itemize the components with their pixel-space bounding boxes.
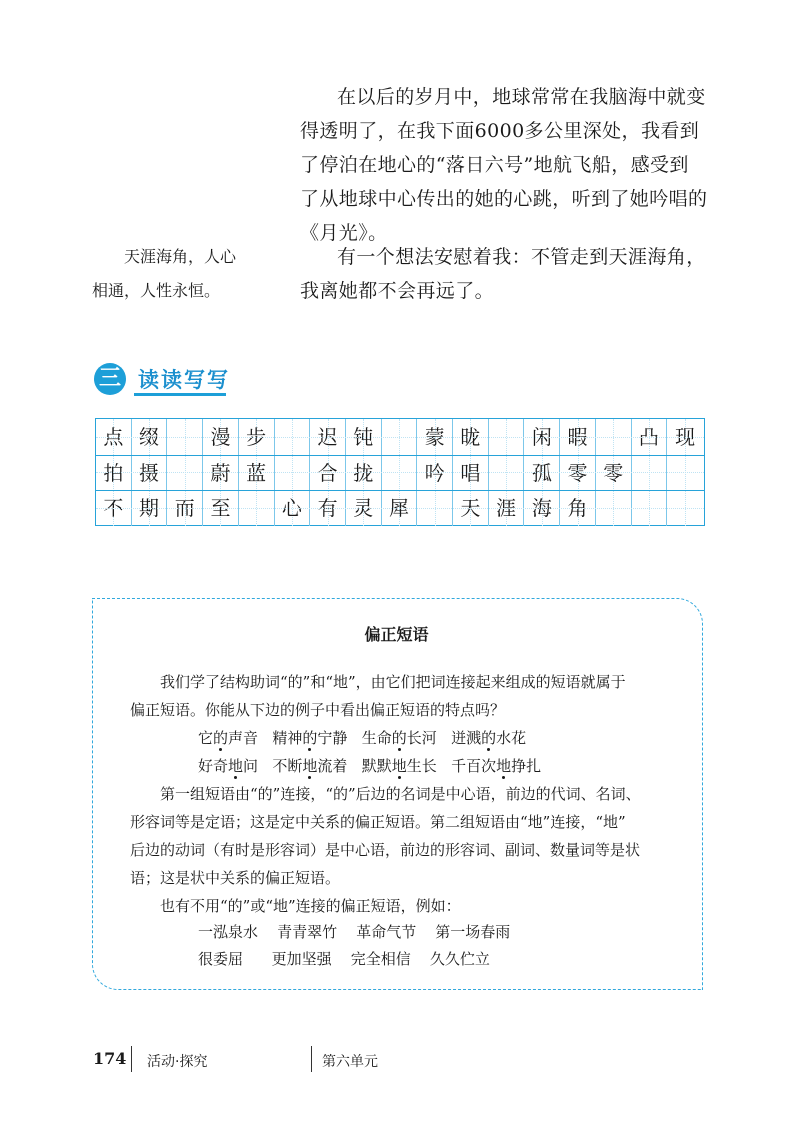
story-line: 在以后的岁月中，地球常常在我脑海中就变 [337, 86, 706, 108]
emphasis-dot-char: 地 [228, 757, 244, 775]
example-phrase: 好奇地问 [198, 757, 259, 775]
grid-row [96, 455, 704, 491]
example-phrase: 默默地生长 [361, 757, 437, 775]
grid-character: 角 [567, 496, 588, 520]
grid-character: 漫 [210, 425, 231, 449]
story-line: 《月光》。 [300, 222, 388, 244]
grid-character: 昽 [460, 425, 481, 449]
knowledge-explain: 第一组短语由“的”连接，“的”后边的名词是中心语，前边的代词、名词、 [160, 785, 641, 803]
story-line: 有一个想法安慰着我：不管走到天涯海角， [337, 246, 706, 268]
grid-character: 闲 [531, 425, 552, 449]
grid-character: 期 [139, 496, 160, 520]
grid-character: 孤 [531, 460, 552, 485]
example-phrase: 很委屈 [198, 950, 244, 968]
example-phrase: 一泓泉水 [198, 923, 259, 941]
knowledge-explain: 形容词等是定语；这是定中关系的偏正短语。第二组短语由“地”连接，“地” [130, 813, 626, 831]
grid-character: 零 [567, 460, 588, 485]
side-note-line: 相通，人性永恒。 [92, 281, 221, 300]
example-phrase: 它的声音 [198, 729, 259, 747]
knowledge-explain: 语；这是状中关系的偏正短语。 [130, 869, 341, 887]
story-line: 得透明了，在我下面6000多公里深处，我看到 [300, 120, 700, 142]
examples-plain [198, 919, 510, 947]
grid-character: 唱 [460, 460, 481, 485]
story-text [300, 80, 707, 250]
example-phrase: 久久伫立 [429, 950, 490, 968]
knowledge-also: 也有不用“的”或“地”连接的偏正短语，例如： [160, 897, 461, 915]
story-text-2 [300, 240, 706, 308]
grid-row [96, 419, 704, 455]
grid-character: 点 [103, 425, 124, 449]
example-phrase: 革命气节 [356, 923, 417, 941]
emphasis-dot-char: 地 [302, 757, 318, 775]
grid-character: 摄 [139, 460, 160, 485]
side-note-line: 天涯海角，人心 [124, 247, 237, 266]
examples-plain [198, 946, 490, 974]
example-phrase: 迸溅的水花 [451, 729, 527, 747]
writing-grid [95, 418, 705, 526]
footer-unit: 第六单元 [322, 1054, 378, 1070]
grid-character: 心 [281, 496, 302, 520]
grid-character: 缀 [139, 425, 160, 449]
example-phrase: 生命的长河 [361, 729, 437, 747]
grid-character: 蔚 [210, 460, 231, 485]
grid-character: 蓝 [246, 460, 267, 485]
story-line: 了停泊在地心的“落日六号”地航飞船，感受到 [300, 154, 689, 176]
example-phrase: 第一场春雨 [435, 923, 511, 941]
grid-character: 有 [317, 496, 338, 520]
footer-section: 活动·探究 [147, 1054, 208, 1070]
grid-character: 天 [460, 496, 481, 520]
grid-character: 步 [246, 425, 267, 449]
grid-character: 不 [103, 496, 124, 520]
grid-character: 迟 [317, 425, 338, 449]
section-number-icon: 三 [94, 363, 126, 395]
example-phrase: 精神的宁静 [272, 729, 348, 747]
grid-character: 拢 [353, 460, 374, 485]
emphasis-dot-char: 的 [213, 729, 229, 747]
side-note [92, 240, 236, 308]
emphasis-dot-char: 的 [481, 729, 497, 747]
examples-di [198, 753, 541, 781]
grid-row [96, 490, 704, 526]
knowledge-explain: 后边的动词（有时是形容词）是中心语，前边的形容词、副词、数量词等是状 [130, 841, 641, 859]
section-title: 读读写写 [138, 368, 230, 392]
emphasis-dot-char: 地 [496, 757, 512, 775]
grid-character: 暇 [567, 425, 588, 449]
grid-character: 涯 [496, 496, 517, 520]
knowledge-intro: 我们学了结构助词“的”和“地”，由它们把词连接起来组成的短语就属于 [160, 673, 626, 691]
grid-character: 钝 [353, 425, 374, 449]
example-phrase: 完全相信 [350, 950, 411, 968]
story-line: 我离她都不会再远了。 [300, 280, 495, 302]
section-title-underline [134, 393, 226, 396]
emphasis-dot-char: 的 [391, 729, 407, 747]
example-phrase: 不断地流着 [272, 757, 348, 775]
grid-character: 蒙 [424, 425, 445, 449]
knowledge-intro: 偏正短语。你能从下边的例子中看出偏正短语的特点吗？ [130, 701, 506, 719]
grid-character: 拍 [103, 460, 124, 485]
grid-character: 吟 [424, 460, 445, 485]
grid-character: 灵 [353, 496, 374, 520]
grid-character: 现 [675, 425, 696, 449]
footer-divider [311, 1046, 312, 1072]
grid-character: 至 [210, 496, 231, 520]
page-number: 174 [93, 1049, 127, 1068]
example-phrase: 更加坚强 [271, 950, 332, 968]
story-line: 了从地球中心传出的她的心跳，听到了她吟唱的 [300, 188, 708, 210]
grid-character: 海 [531, 496, 552, 520]
grid-character: 犀 [388, 496, 409, 520]
examples-de [198, 725, 526, 753]
emphasis-dot-char: 地 [391, 757, 407, 775]
knowledge-title: 偏正短语 [364, 625, 429, 644]
example-phrase: 青青翠竹 [277, 923, 338, 941]
grid-character: 合 [317, 460, 338, 485]
emphasis-dot-char: 的 [302, 729, 318, 747]
grid-character: 凸 [638, 425, 659, 449]
example-phrase: 千百次地挣扎 [451, 757, 542, 775]
footer-divider [131, 1046, 132, 1072]
grid-character: 零 [603, 460, 624, 485]
grid-character: 而 [174, 496, 195, 520]
